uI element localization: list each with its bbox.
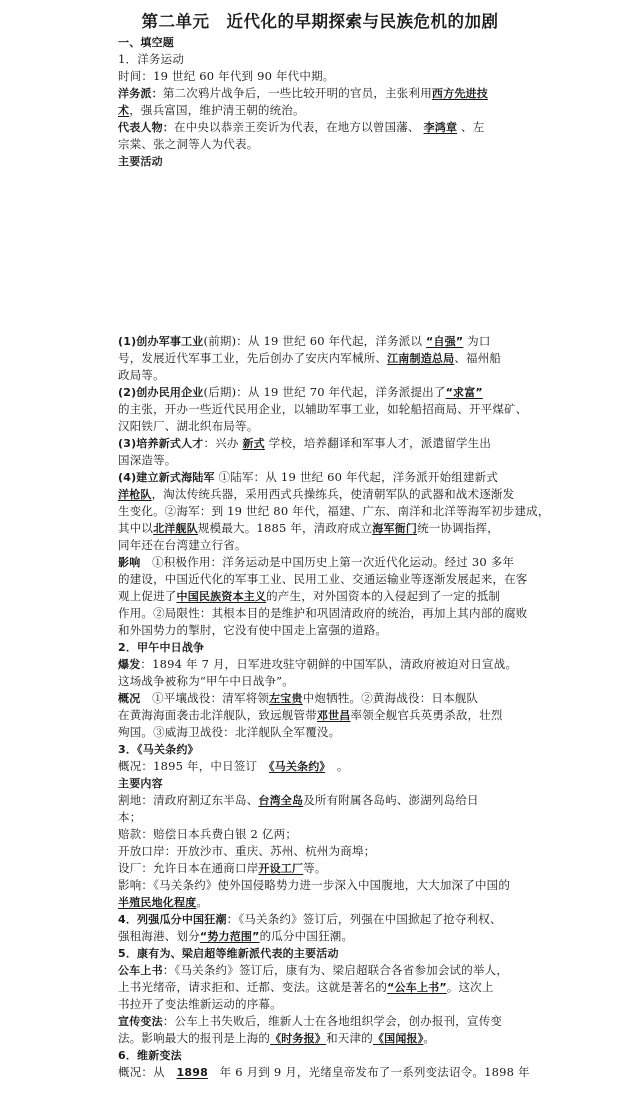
answer-blank: 李鸿章	[423, 121, 458, 134]
faction-line: 洋务派：第二次鸦片战争后，一些比较开明的官员，主张利用西方先进技	[118, 86, 488, 100]
reform-line: 概况：从 1898 年 6 月到 9 月，光绪皇帝发布了一系列变法诏令。1898 年	[118, 1065, 530, 1079]
overview-line-3: 殉国。③威海卫战役：北洋舰队全军覆没。	[118, 725, 341, 739]
impact-line-1: 影响 ①积极作用：洋务运动是中国历史上第一次近代化运动。经过 30 多年	[118, 555, 515, 569]
effect-line-2: 半殖民地化程度。	[118, 895, 209, 909]
answer-blank: 半殖民地化程度	[118, 896, 197, 909]
faction-line-2: 术，强兵富国，维护清王朝的统治。	[118, 103, 305, 117]
item-4-line-1: 4．列强瓜分中国狂潮：《马关条约》签订后，列强在中国掀起了抢夺利权、	[118, 912, 502, 926]
impact-line-2: 的建设，中国近代化的军事工业、民用工业、交通运输业等逐渐发展起来，在客	[118, 572, 528, 586]
answer-blank: 中国民族资本主义	[176, 590, 267, 603]
rep-line: 代表人物：在中央以恭亲王奕䜣为代表，在地方以曾国藩、 李鸿章 、左	[118, 120, 485, 134]
effect-line-1: 影响：《马关条约》使外国侵略势力进一步深入中国腹地，大大加深了中国的	[118, 878, 511, 892]
impact-line-4: 作用。②局限性：其根本目的是维护和巩固清政府的统治，再加上其内部的腐败	[118, 606, 528, 620]
act2-line-1: (2)创办民用企业(后期)：从 19 世纪 70 年代起，洋务派提出了“求富”	[118, 385, 483, 399]
time-line: 时间：19 世纪 60 年代到 90 年代中期。	[118, 69, 335, 83]
answer-blank: “自强”	[426, 335, 464, 348]
act2-line-3: 汉阳铁厂、湖北织布局等。	[118, 419, 259, 433]
act4-line-2: 洋枪队，淘汰传统兵器，采用西式兵操练兵，使清朝军队的武器和战术逐渐发	[118, 487, 515, 501]
promo-line-1: 宣传变法：公车上书失败后，维新人士在各地组织学会，创办报刊，宣传变	[118, 1014, 503, 1028]
answer-blank: 北洋舰队	[153, 522, 198, 535]
act4-line-5: 同年还在台湾建立行省。	[118, 538, 247, 552]
answer-blank: 开设工厂	[258, 862, 304, 875]
promo-line-2: 法。影响最大的报刊是上海的《时务报》和天津的《国闻报》。	[118, 1031, 436, 1045]
answer-blank: 台湾全岛	[258, 794, 304, 807]
petition-line-1: 公车上书：《马关条约》签订后，康有为、梁启超联合各省参加会试的举人，	[118, 963, 509, 977]
page-title: 第二单元 近代化的早期探索与民族危机的加剧	[141, 12, 499, 31]
ports-line: 开放口岸：开放沙市、重庆、苏州、杭州为商埠；	[118, 844, 376, 858]
answer-blank: 《国闻报》	[372, 1032, 424, 1045]
main-activities-heading: 主要活动	[118, 155, 163, 168]
blank-diagram-area	[118, 170, 628, 324]
answer-blank: 左宝贵	[269, 692, 303, 705]
act3-line-1: (3)培养新式人才：兴办 新式 学校，培养翻译和军事人才，派遣留学生出	[118, 436, 492, 450]
item-3-title: 3．《马关条约》	[118, 743, 199, 756]
answer-blank: 《马关条约》	[268, 760, 326, 773]
cede-line-2: 本；	[118, 810, 142, 824]
answer-blank: 西方先进技	[431, 87, 488, 100]
answer-blank: 术	[118, 104, 130, 117]
act4-line-4: 其中以北洋舰队规模最大。1885 年，清政府成立海军衙门统一协调指挥，	[118, 521, 499, 535]
act1-line-3: 政局等。	[118, 368, 165, 382]
answer-blank: “求富”	[445, 386, 483, 399]
overview-line-2: 在黄海海面袭击北洋舰队，致远舰管带邓世昌率领全舰官兵英勇杀敌，壮烈	[118, 708, 503, 722]
overview-line-1: 概况 ①平壤战役：清军将领左宝贵中炮牺牲。②黄海战役：日本舰队	[118, 691, 479, 705]
contents-heading: 主要内容	[118, 777, 163, 790]
act1-line-2: 号，发展近代军事工业，先后创办了安庆内军械所、江南制造总局、福州船	[118, 351, 502, 365]
answer-blank: 海军衙门	[372, 522, 418, 535]
treaty-overview: 概况：1895 年，中日签订 《马关条约》 。	[118, 759, 349, 773]
answer-blank: 江南制造总局	[387, 352, 455, 365]
act4-line-3: 生变化。②海军：到 19 世纪 80 年代，福建、广东、南洋和北洋等海军初步建成，	[118, 504, 550, 518]
item-1-title: 1．洋务运动	[118, 52, 185, 66]
answer-blank: 新式	[242, 437, 265, 450]
act3-line-2: 国深造等。	[118, 453, 177, 467]
answer-blank: “公车上书”	[387, 981, 447, 994]
item-6-title: 6．维新变法	[118, 1049, 182, 1062]
impact-line-3: 观上促进了中国民族资本主义的产生，对外国资本的入侵起到了一定的抵制	[118, 589, 501, 603]
outbreak-line-2: 这场战争被称为“甲午中日战争”。	[118, 674, 294, 688]
item-5-title: 5．康有为、梁启超等维新派代表的主要活动	[118, 947, 339, 960]
petition-line-3: 书拉开了变法维新运动的序幕。	[118, 997, 282, 1011]
cede-line: 割地：清政府割辽东半岛、台湾全岛及所有附属各岛屿、澎湖列岛给日	[118, 793, 479, 807]
answer-blank: 邓世昌	[316, 709, 351, 722]
act2-line-2: 的主张，开办一些近代民用企业，以辅助军事工业，如轮船招商局、开平煤矿、	[118, 402, 528, 416]
factory-line: 设厂：允许日本在通商口岸开设工厂等。	[118, 861, 327, 875]
outbreak-line-1: 爆发：1894 年 7 月，日军进攻驻守朝鲜的中国军队，清政府被迫对日宣战。	[118, 657, 518, 671]
section-heading: 一、填空题	[118, 36, 174, 49]
impact-line-5: 和外国势力的掣肘，它没有使中国走上富强的道路。	[118, 623, 388, 637]
answer-blank: 《时务报》	[270, 1032, 327, 1045]
act1-line-1: (1)创办军事工业(前期)：从 19 世纪 60 年代起，洋务派以 “自强” 为口	[118, 334, 491, 348]
rep-line-2: 宗棠、张之洞等人为代表。	[118, 137, 259, 151]
petition-line-2: 上书光绪帝，请求拒和、迁都、变法。这就是著名的“公车上书”。这次上	[118, 980, 494, 994]
act4-line-1: (4)建立新式海陆军 ①陆军：从 19 世纪 60 年代起，洋务派开始组建新式	[118, 470, 499, 484]
answer-blank: “势力范围”	[199, 930, 260, 943]
item-2-title: 2．甲午中日战争	[118, 641, 205, 654]
answer-blank: 洋枪队	[118, 488, 152, 501]
indemnity-line: 赔款：赔偿日本兵费白银 2 亿两；	[118, 827, 298, 841]
answer-blank: 1898	[176, 1066, 208, 1079]
item-4-line-2: 强租海港、划分“势力范围”的瓜分中国狂潮。	[118, 929, 354, 943]
